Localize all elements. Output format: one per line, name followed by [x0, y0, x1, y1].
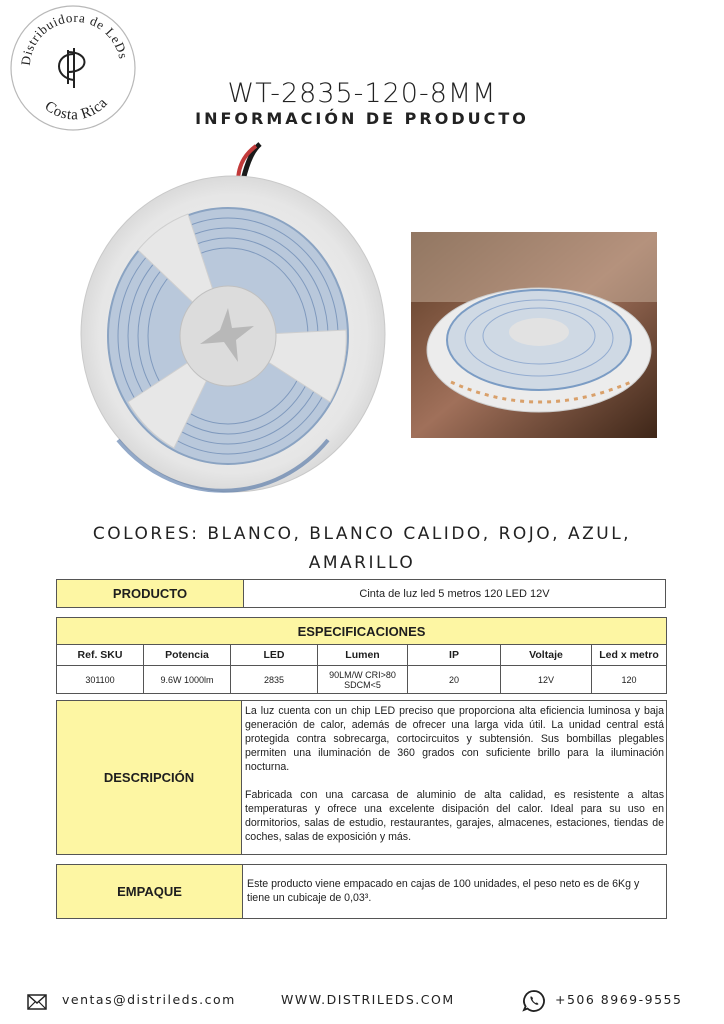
spec-value-lumen-line-2: SDCM<5 — [344, 679, 381, 690]
spec-value-potencia: 9.6W 1000lm — [144, 666, 231, 694]
spec-header-potencia: Potencia — [144, 645, 231, 666]
spec-value-ip: 20 — [408, 666, 501, 694]
available-colors — [0, 520, 724, 578]
specifications-table — [56, 617, 667, 694]
packaging-table — [56, 864, 667, 919]
spec-header-voltaje: Voltaje — [501, 645, 592, 666]
spec-value-lumen-line-1: 90LM/W CRI>80 — [329, 669, 396, 680]
logo-bottom-text: Costa Rica — [41, 94, 112, 124]
specifications-title: ESPECIFICACIONES — [57, 618, 667, 645]
spec-header-lumen: Lumen — [318, 645, 408, 666]
colors-line-2: AMARILLO — [308, 553, 416, 573]
colors-line-1: COLORES: BLANCO, BLANCO CALIDO, ROJO, AZUL, — [92, 524, 632, 544]
spec-value-sku: 301100 — [57, 666, 144, 694]
spec-value-lumen — [318, 666, 408, 694]
product-value: Cinta de luz led 5 metros 120 LED 12V — [244, 580, 666, 608]
product-title: WT-2835-120-8MM — [227, 78, 497, 109]
spec-value-voltaje: 12V — [501, 666, 592, 694]
spec-header-led-x-metro: Led x metro — [592, 645, 667, 666]
product-photo — [411, 232, 657, 438]
packaging-text: Este producto viene empacado en cajas de 100 unidades, el peso neto es de 6Kg y tiene un cubicaje de 0,03³. — [243, 865, 667, 919]
product-table — [56, 579, 666, 608]
logo-top-text: Distribuidora de LeDs — [17, 9, 132, 67]
email-icon — [27, 994, 47, 1010]
description-label: DESCRIPCIÓN — [57, 701, 242, 855]
led-reel-image — [78, 140, 388, 496]
description-paragraph-1: La luz cuenta con un chip LED preciso que proporciona alta eficiencia luminosa y baja generación de calor, además de ofrecer una larga vida útil. La unidad central está protegida contra sobrecarga, cortocircuitos y subtensión. Sus bombillas plegables permiten una iluminación de 360 grados con suficiente brillo para la iluminación nocturna. — [245, 705, 664, 773]
spec-value-led: 2835 — [231, 666, 318, 694]
product-label: PRODUCTO — [57, 580, 244, 608]
spec-header-sku: Ref. SKU — [57, 645, 144, 666]
page-subtitle: INFORMACIÓN DE PRODUCTO — [195, 109, 529, 128]
spec-value-led-x-metro: 120 — [592, 666, 667, 694]
spec-header-ip: IP — [408, 645, 501, 666]
description-paragraph-2: Fabricada con una carcasa de aluminio de alta calidad, es resistente a altas temperaturas y ofrece una excelente disipación del calor. Ideal para su uso en dormitorios, salas de estudio, restaurantes, garajes, almacenes, estaciones, tiendas de coches, salas de exposición y más. — [245, 789, 664, 843]
packaging-label: EMPAQUE — [57, 865, 243, 919]
description-text — [242, 701, 667, 855]
spec-header-led: LED — [231, 645, 318, 666]
footer-phone[interactable]: +506 8969-9555 — [555, 992, 683, 1007]
footer-website[interactable]: WWW.DISTRILEDS.COM — [281, 992, 455, 1007]
description-table — [56, 700, 667, 855]
footer-email[interactable]: ventas@distrileds.com — [62, 992, 236, 1007]
whatsapp-icon — [522, 989, 546, 1013]
